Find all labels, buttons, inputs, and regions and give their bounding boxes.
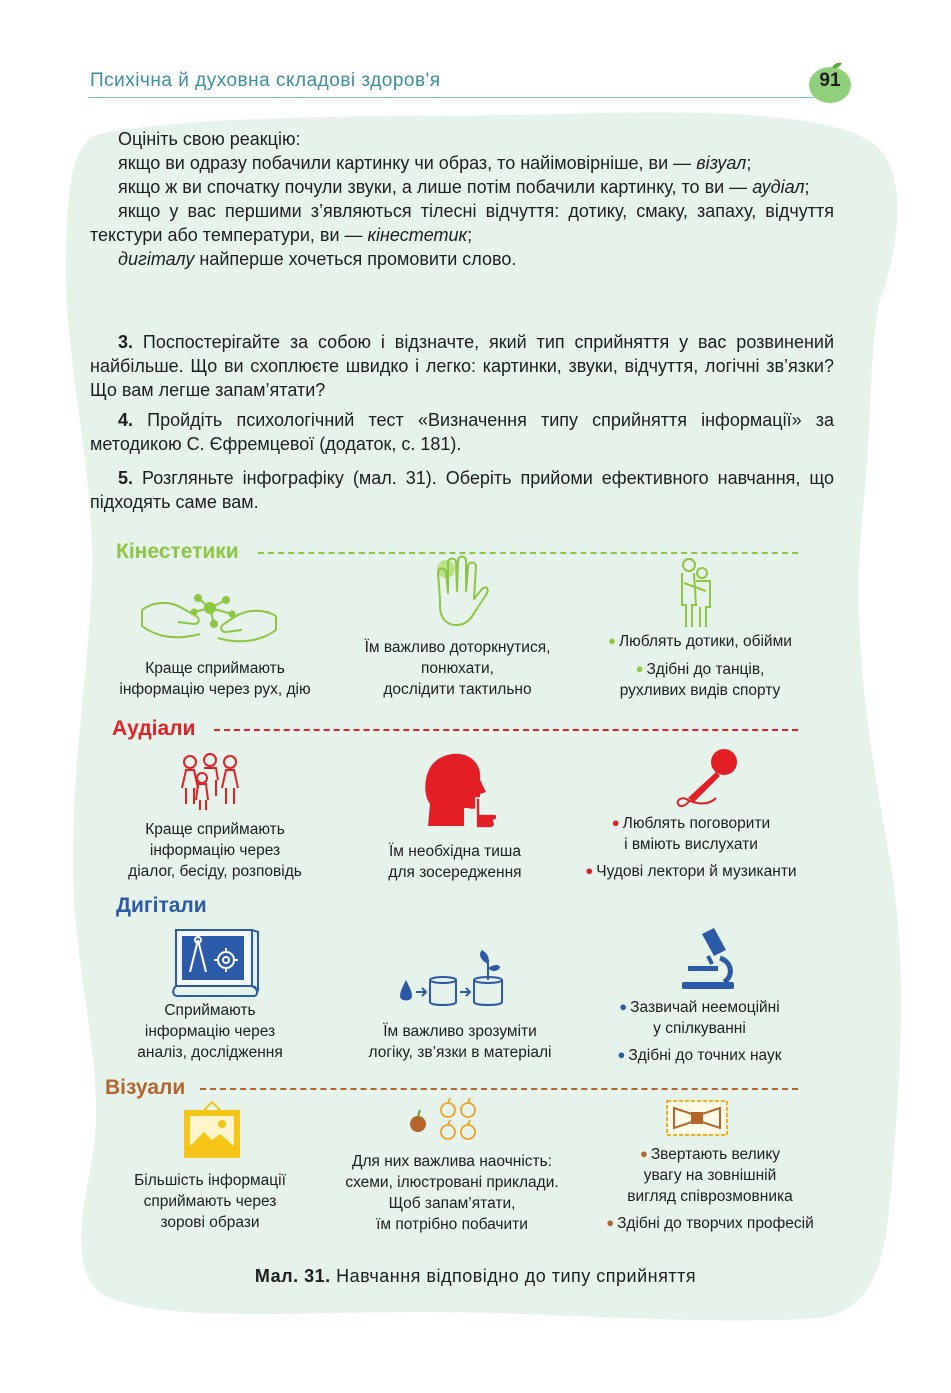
section-title-visual: Візуали [105, 1076, 186, 1099]
digital-caption-2: Їм важливо зрозуміти логіку, зв’язки в матеріалі [368, 1023, 552, 1061]
silence-head-icon [424, 752, 500, 830]
kinesthetic-caption-2: Їм важливо доторкнутися, понюхати, дослідити тактильно [364, 639, 551, 698]
hands-molecule-icon [138, 586, 280, 646]
page-number: 91 [819, 70, 841, 91]
figure-caption [0, 1266, 951, 1287]
plant-growth-icon [396, 946, 508, 1010]
bullet-icon: ● [611, 815, 620, 830]
intro-line: Оцініть свою реакцію: [118, 129, 301, 149]
bullet-icon: ● [608, 633, 616, 648]
blueprint-compass-icon [172, 924, 260, 998]
hand-touch-icon [428, 555, 490, 635]
header-rule [88, 97, 828, 98]
divider-kinesthetic [258, 552, 798, 554]
kinesthetic-caption-1: Краще сприймають інформацію через рух, дію [119, 660, 311, 698]
hugging-people-icon [676, 557, 716, 629]
digital-reaction: дигіталу найперше хочеться промовити слово. [118, 249, 517, 269]
kinesthetic-caption-3: ● Люблять дотики, обійми ● Здібні до танців, рухливих видів спорту [608, 633, 792, 699]
figure-label: Мал. 31. [254, 1266, 331, 1286]
auditory-caption-2: Їм необхідна тиша для зосередження [388, 843, 522, 881]
kinesthetic-reaction: якщо у вас першими з’являються тілесні відчуття: дотику, смаку, запаху, відчуття текстури або температури, ви — кінестетик; [90, 201, 834, 245]
term-visual: візуал [696, 153, 747, 173]
task-4: 4. Пройдіть психологічний тест «Визначення типу сприйняття інформації» за методикою С. Єфремцевої (додаток, с. 181). [90, 410, 834, 454]
term-kinesthetic: кінестетик [367, 225, 468, 245]
section-title-kinesthetic: Кінестетики [116, 540, 239, 563]
bow-tie-icon [666, 1100, 728, 1136]
visual-caption-3: ● Звертають велику увагу на зовнішній вигляд співрозмовника ● Здібні до творчих професій [606, 1146, 814, 1232]
digital-caption-1: Сприймають інформацію через аналіз, дослідження [137, 1002, 283, 1061]
bullet-icon: ● [585, 863, 594, 878]
bullet-icon: ● [619, 999, 628, 1014]
visual-reaction: якщо ви одразу побачили картинку чи образ, то найімовірніше, ви — візуал; [118, 153, 752, 173]
microphone-icon [676, 746, 742, 812]
microscope-icon [680, 928, 736, 990]
intro-text [90, 127, 834, 271]
task-5: 5. Розгляньте інфографіку (мал. 31). Оберіть прийоми ефективного навчання, що підходять саме вам. [90, 468, 834, 512]
figure-text: Навчання відповідно до типу сприйняття [330, 1266, 697, 1286]
framed-picture-icon [182, 1100, 242, 1160]
bullet-icon: ● [639, 1146, 648, 1161]
term-digital: дигіталу [118, 249, 195, 269]
auditory-caption-1: Краще сприймають інформацію через діалог, бесіду, розповідь [128, 821, 302, 880]
task-3: 3. Поспостерігайте за собою і відзначте, який тип сприйняття у вас розвинений найбільше. Що ви схоплюєте швидко і легко: картинки, звуки, відчуття, логічні зв’язки? Що вам легше запам’ятати? [90, 332, 834, 400]
bullet-icon: ● [635, 661, 644, 676]
visual-caption-1: Більшість інформації сприймають через зорові образи [134, 1172, 286, 1231]
term-audial: аудіал [752, 177, 805, 197]
divider-visual [200, 1088, 798, 1090]
apples-counting-icon [408, 1096, 482, 1146]
digital-caption-3: ● Зазвичай неемоційні у спілкуванні ● Здібні до точних наук [617, 999, 782, 1064]
running-header: Психічна й духовна складові здоров'я [90, 70, 441, 91]
auditory-caption-3: ● Люблять поговорити і вміють вислухати ● Чудові лектори й музиканти [585, 815, 797, 880]
bullet-icon: ● [606, 1215, 615, 1230]
audial-reaction: якщо ж ви спочатку почули звуки, а лише потім побачили картинку, то ви — аудіал; [118, 177, 810, 197]
talking-people-icon [178, 752, 244, 810]
visual-caption-2: Для них важлива наочність: схеми, ілюстровані приклади. Щоб запам’ятати, їм потрібно побачити [345, 1153, 559, 1233]
section-title-auditory: Аудіали [112, 717, 196, 740]
section-title-digital: Дигітали [116, 894, 207, 917]
divider-auditory [214, 729, 798, 731]
bullet-icon: ● [617, 1047, 626, 1062]
